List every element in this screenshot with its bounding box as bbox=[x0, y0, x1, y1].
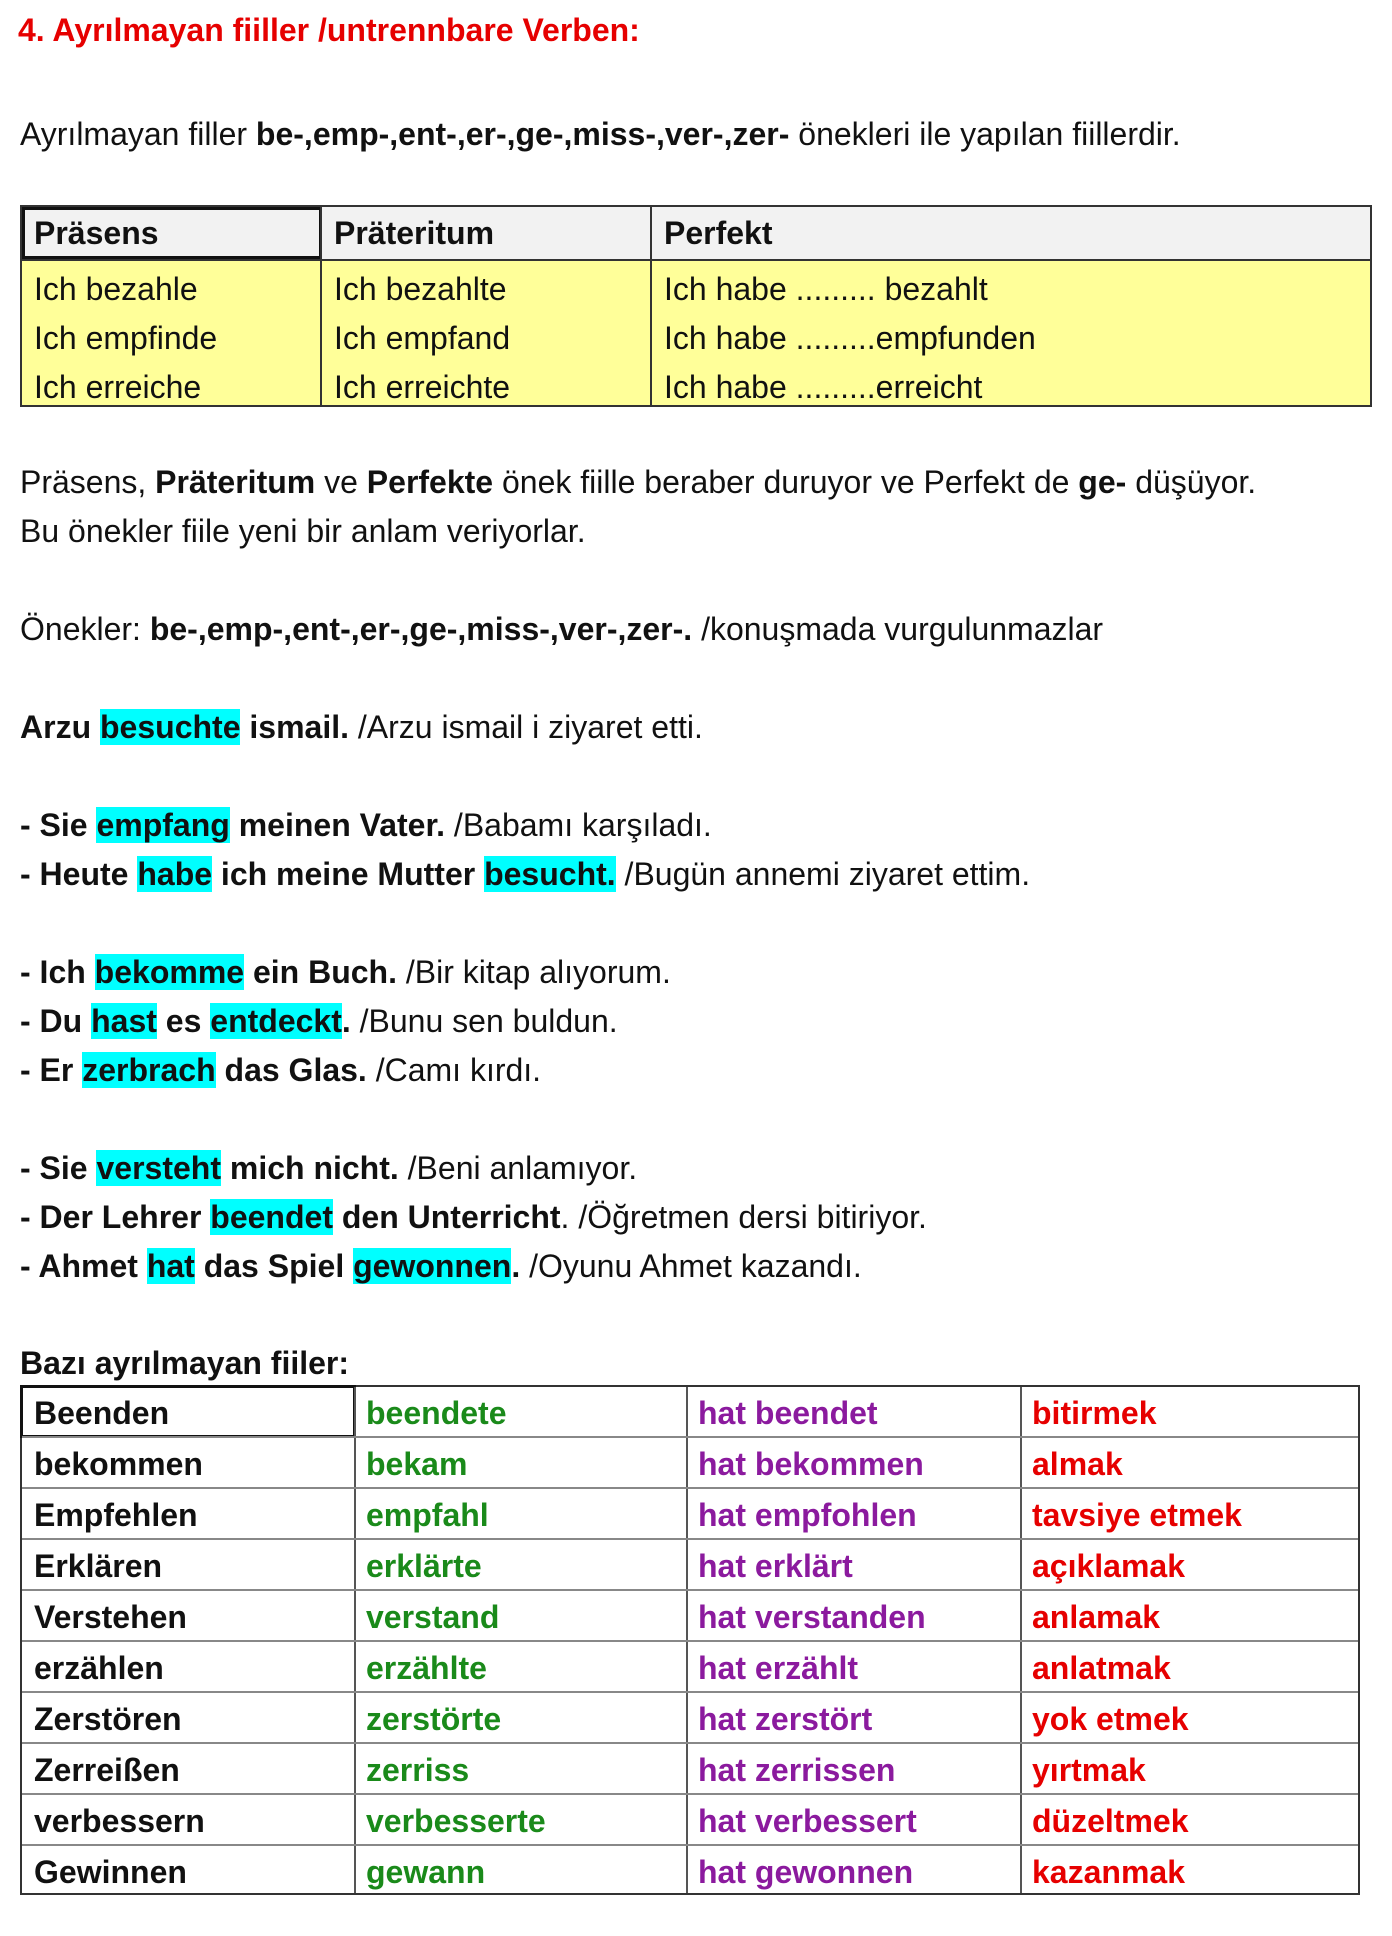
prefixes-list: be-,emp-,ent-,er-,ge-,miss-,ver-,zer-. bbox=[149, 611, 693, 647]
verb-infinitive: Zerreißen bbox=[34, 1752, 180, 1788]
verb-meaning: bitirmek bbox=[1032, 1395, 1157, 1431]
highlighted-verb: empfang bbox=[96, 807, 230, 843]
prasens-column bbox=[34, 265, 217, 412]
verb-prateritum: bekam bbox=[366, 1446, 468, 1482]
table-cell: Ich bezahle bbox=[34, 271, 198, 307]
verb-infinitive: bekommen bbox=[34, 1446, 203, 1482]
highlighted-verb: besuchte bbox=[100, 709, 241, 745]
highlighted-verb: gewonnen bbox=[353, 1248, 512, 1284]
text: - Sie bbox=[20, 1150, 97, 1186]
verb-prateritum: beendete bbox=[366, 1395, 507, 1431]
example-sentence bbox=[20, 1193, 927, 1242]
translation: /Babamı karşıladı. bbox=[445, 807, 712, 843]
verb-prateritum: erklärte bbox=[366, 1548, 482, 1584]
bold-text: ge- bbox=[1078, 464, 1127, 500]
highlighted-verb: besucht. bbox=[484, 856, 616, 892]
example-sentence bbox=[20, 1242, 862, 1291]
text: das Glas. bbox=[215, 1052, 367, 1088]
example-sentence bbox=[20, 1144, 637, 1193]
verb-meaning: düzeltmek bbox=[1032, 1803, 1189, 1839]
text: Präsens, bbox=[20, 464, 156, 500]
translation: . /Öğretmen dersi bitiriyor. bbox=[560, 1199, 927, 1235]
table-row bbox=[22, 1540, 1358, 1591]
text: - Du bbox=[20, 1003, 92, 1039]
table-row bbox=[22, 1642, 1358, 1693]
text: - Ahmet bbox=[20, 1248, 147, 1284]
example-sentence bbox=[20, 948, 671, 997]
highlighted-verb: bekomme bbox=[94, 954, 245, 990]
verb-meaning: kazanmak bbox=[1032, 1854, 1185, 1890]
column-divider bbox=[320, 207, 322, 405]
highlighted-verb: hast bbox=[91, 1003, 157, 1039]
explanation-line-1 bbox=[20, 458, 1256, 507]
verb-meaning: açıklamak bbox=[1032, 1548, 1186, 1584]
verb-perfekt: hat zerrissen bbox=[698, 1752, 896, 1788]
highlighted-verb: beendet bbox=[210, 1199, 333, 1235]
prateritum-column bbox=[334, 265, 510, 412]
table-row bbox=[22, 1795, 1358, 1846]
bold-text: Perfekte bbox=[366, 464, 494, 500]
perfekt-column bbox=[664, 265, 1036, 412]
translation: /Bunu sen buldun. bbox=[350, 1003, 618, 1039]
verb-perfekt: hat beendet bbox=[698, 1395, 878, 1431]
verb-prateritum: empfahl bbox=[366, 1497, 489, 1533]
table-row bbox=[22, 1438, 1358, 1489]
table-cell: Ich empfinde bbox=[34, 320, 218, 356]
table-row bbox=[22, 1693, 1358, 1744]
header-perfekt: Perfekt bbox=[664, 215, 773, 251]
verb-perfekt: hat empfohlen bbox=[698, 1497, 917, 1533]
text: das Spiel bbox=[194, 1248, 354, 1284]
verb-meaning: anlatmak bbox=[1032, 1650, 1171, 1686]
verb-infinitive: verbessern bbox=[34, 1803, 205, 1839]
verb-table bbox=[20, 1385, 1360, 1895]
translation: /Bugün annemi ziyaret ettim. bbox=[615, 856, 1031, 892]
table-cell: Ich erreiche bbox=[34, 369, 202, 405]
table-cell: Ich habe ......... bezahlt bbox=[664, 271, 988, 307]
verb-meaning: yok etmek bbox=[1032, 1701, 1189, 1737]
verb-prateritum: verbesserte bbox=[366, 1803, 546, 1839]
example-sentence bbox=[20, 997, 618, 1046]
text: ich meine Mutter bbox=[212, 856, 485, 892]
verb-prateritum: zerriss bbox=[366, 1752, 470, 1788]
verb-meaning: anlamak bbox=[1032, 1599, 1161, 1635]
verb-infinitive: Zerstören bbox=[34, 1701, 182, 1737]
example-sentence bbox=[20, 801, 712, 850]
text: ein Buch. bbox=[244, 954, 397, 990]
highlighted-verb: habe bbox=[137, 856, 213, 892]
example-sentence bbox=[20, 1046, 541, 1095]
verb-infinitive: Erklären bbox=[34, 1548, 163, 1584]
verb-perfekt: hat erzählt bbox=[698, 1650, 859, 1686]
table-row bbox=[22, 1591, 1358, 1642]
highlighted-verb: entdeckt bbox=[210, 1003, 342, 1039]
highlighted-verb: zerbrach bbox=[82, 1052, 216, 1088]
translation: /Bir kitap alıyorum. bbox=[396, 954, 671, 990]
section-title: 4. Ayrılmayan fiiller /untrennbare Verben: bbox=[18, 12, 640, 48]
bold-text: Präteritum bbox=[155, 464, 316, 500]
table-cell: Ich habe .........empfunden bbox=[664, 320, 1036, 356]
verb-prateritum: gewann bbox=[366, 1854, 486, 1890]
text: es bbox=[156, 1003, 211, 1039]
text: - Er bbox=[20, 1052, 83, 1088]
table-row bbox=[22, 1744, 1358, 1795]
text: - Der Lehrer bbox=[20, 1199, 211, 1235]
verb-infinitive: erzählen bbox=[34, 1650, 164, 1686]
translation: /Camı kırdı. bbox=[366, 1052, 542, 1088]
intro-paragraph bbox=[20, 110, 1181, 159]
explanation-line-2: Bu önekler fiile yeni bir anlam veriyorlar. bbox=[20, 513, 586, 549]
table-cell: Ich erreichte bbox=[334, 369, 511, 405]
text: - Ich bbox=[20, 954, 95, 990]
intro-text-end: önekleri ile yapılan fiillerdir. bbox=[789, 116, 1181, 152]
table-cell: Ich bezahlte bbox=[334, 271, 507, 307]
verb-prateritum: zerstörte bbox=[366, 1701, 502, 1737]
verb-perfekt: hat bekommen bbox=[698, 1446, 924, 1482]
prefixes-note: /konuşmada vurgulunmazlar bbox=[692, 611, 1104, 647]
text: düşüyor. bbox=[1126, 464, 1257, 500]
table-cell: Ich habe .........erreicht bbox=[664, 369, 983, 405]
text: . bbox=[511, 1248, 521, 1284]
verb-infinitive: Verstehen bbox=[34, 1599, 187, 1635]
verb-infinitive: Empfehlen bbox=[34, 1497, 198, 1533]
verb-infinitive: Gewinnen bbox=[34, 1854, 187, 1890]
highlighted-verb: versteht bbox=[96, 1150, 221, 1186]
explanation-paragraph bbox=[20, 458, 1256, 556]
text: - Sie bbox=[20, 807, 97, 843]
header-prasens: Präsens bbox=[34, 215, 159, 251]
intro-text: Ayrılmayan filler bbox=[20, 116, 256, 152]
prefixes-label: Önekler: bbox=[20, 611, 150, 647]
verb-perfekt: hat erklärt bbox=[698, 1548, 853, 1584]
verb-meaning: tavsiye etmek bbox=[1032, 1497, 1242, 1533]
text: ismail. bbox=[240, 709, 349, 745]
text: Arzu bbox=[20, 709, 100, 745]
prefixes-paragraph bbox=[20, 605, 1103, 654]
table-row bbox=[22, 1846, 1358, 1897]
verb-perfekt: hat gewonnen bbox=[698, 1854, 914, 1890]
verb-perfekt: hat verstanden bbox=[698, 1599, 926, 1635]
text: önek fiille beraber duruyor ve Perfekt de bbox=[493, 464, 1079, 500]
translation: /Oyunu Ahmet kazandı. bbox=[520, 1248, 862, 1284]
example-sentence bbox=[20, 703, 703, 752]
column-divider bbox=[650, 207, 652, 405]
table-cell: Ich empfand bbox=[334, 320, 511, 356]
translation: /Beni anlamıyor. bbox=[398, 1150, 638, 1186]
verb-perfekt: hat verbessert bbox=[698, 1803, 917, 1839]
verb-perfekt: hat zerstört bbox=[698, 1701, 873, 1737]
text: - Heute bbox=[20, 856, 138, 892]
table-row bbox=[22, 1387, 1358, 1438]
example-sentence bbox=[20, 850, 1030, 899]
tense-table bbox=[20, 205, 1372, 407]
verb-meaning: almak bbox=[1032, 1446, 1123, 1482]
intro-prefixes: be-,emp-,ent-,er-,ge-,miss-,ver-,zer- bbox=[255, 116, 790, 152]
translation: /Arzu ismail i ziyaret etti. bbox=[348, 709, 703, 745]
highlighted-verb: hat bbox=[146, 1248, 195, 1284]
text: meinen Vater. bbox=[229, 807, 446, 843]
table-row bbox=[22, 1489, 1358, 1540]
verb-meaning: yırtmak bbox=[1032, 1752, 1146, 1788]
text: . bbox=[341, 1003, 351, 1039]
text: den Unterricht bbox=[332, 1199, 561, 1235]
text: ve bbox=[315, 464, 367, 500]
verb-prateritum: verstand bbox=[366, 1599, 500, 1635]
verbs-heading: Bazı ayrılmayan fiiler: bbox=[20, 1345, 350, 1381]
text: mich nicht. bbox=[220, 1150, 399, 1186]
verb-infinitive: Beenden bbox=[34, 1395, 170, 1431]
verb-prateritum: erzählte bbox=[366, 1650, 487, 1686]
header-prateritum: Präteritum bbox=[334, 215, 495, 251]
